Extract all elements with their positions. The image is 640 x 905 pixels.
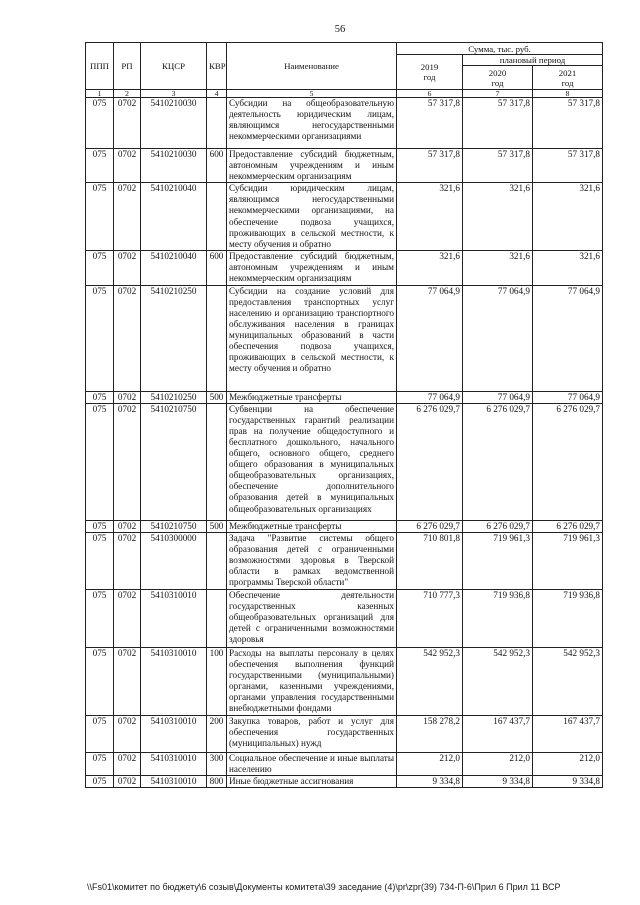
cell-sum-2020: 77 064,9 [463,391,533,403]
table-row [86,183,603,251]
cell-sum-2021: 57 317,8 [533,98,603,149]
cell-name: Субвенции на обеспечение государственных гарантий реализации прав на получение общедоступного и бесплатного дошкольного, начального общего, основного общего, среднего общего образования в муниципальных общеобразовательных организациях, обеспечение дополнительного образования детей в муниципальных общеобразовательных организациях [227,403,397,520]
cell-sum-2019: 212,0 [397,752,463,775]
cell-sum-2020: 719 936,8 [463,589,533,647]
cell-kvr: 100 [207,647,227,715]
cell-sum-2020: 6 276 029,7 [463,403,533,520]
cell-kcsr: 5410210030 [141,149,207,183]
cell-sum-2021: 167 437,7 [533,715,603,752]
cell-kcsr: 5410210040 [141,183,207,251]
cell-sum-2019: 710 801,8 [397,532,463,589]
cell-kvr: 800 [207,775,227,787]
cell-ppp: 075 [86,183,114,251]
cell-name: Субсидии юридическим лицам, являющимся негосударственными некоммерческими организациями, на обеспечение подвоза учащихся, проживающих в сельской местности, к месту обучения и обратно [227,183,397,251]
column-number-row [86,90,603,98]
cell-ppp: 075 [86,251,114,285]
cell-rp: 0702 [114,183,141,251]
cell-ppp: 075 [86,149,114,183]
cell-ppp: 075 [86,285,114,391]
cell-sum-2021: 321,6 [533,251,603,285]
cell-ppp: 075 [86,589,114,647]
cell-rp: 0702 [114,520,141,532]
cell-sum-2021: 6 276 029,7 [533,403,603,520]
cell-sum-2021: 321,6 [533,183,603,251]
cell-sum-2019: 542 952,3 [397,647,463,715]
cell-rp: 0702 [114,752,141,775]
cell-sum-2019: 77 064,9 [397,285,463,391]
cell-rp: 0702 [114,532,141,589]
cell-ppp: 075 [86,403,114,520]
header-planned-period: плановый период [463,55,603,66]
header-year-2020: 2020 год [463,66,533,90]
cell-kvr [207,532,227,589]
table-row [86,403,603,520]
header-kcsr: КЦСР [141,43,207,90]
cell-kcsr: 5410310010 [141,589,207,647]
cell-sum-2019: 710 777,3 [397,589,463,647]
cell-sum-2021: 77 064,9 [533,391,603,403]
cell-sum-2020: 9 334,8 [463,775,533,787]
cell-ppp: 075 [86,775,114,787]
cell-name: Обеспечение деятельности государственных казенных общеобразовательных организаций для детей с ограниченными возможностями здоровья [227,589,397,647]
cell-kcsr: 5410210250 [141,285,207,391]
table-row [86,532,603,589]
cell-sum-2020: 321,6 [463,251,533,285]
page-number: 56 [334,24,346,35]
cell-kcsr: 5410210750 [141,520,207,532]
table-body [86,98,603,788]
cell-sum-2019: 321,6 [397,251,463,285]
cell-kvr: 600 [207,251,227,285]
column-number: 3 [141,90,207,98]
cell-name: Субсидии на общеобразовательную деятельность юридическим лицам, являющимся негосударственными некоммерческими организациями [227,98,397,149]
cell-kvr: 600 [207,149,227,183]
header-year-2021: 2021 год [533,66,603,90]
cell-kcsr: 5410310010 [141,647,207,715]
footer-file-path: \\Fs01\комитет по бюджету\6 созыв\Документы комитета\39 заседание (4)\pr\zpr(39) 734-П-6\Прил 6 Прил 11 ВСР [87,882,561,892]
cell-sum-2020: 542 952,3 [463,647,533,715]
table-row [86,285,603,391]
cell-kvr [207,285,227,391]
cell-ppp: 075 [86,752,114,775]
cell-sum-2020: 57 317,8 [463,98,533,149]
column-number: 2 [114,90,141,98]
table-row [86,752,603,775]
cell-ppp: 075 [86,532,114,589]
column-number: 6 [397,90,463,98]
table-row [86,520,603,532]
cell-ppp: 075 [86,647,114,715]
table-row [86,391,603,403]
cell-name: Иные бюджетные ассигнования [227,775,397,787]
cell-sum-2021: 212,0 [533,752,603,775]
cell-name: Субсидии на создание условий для предоставления транспортных услуг населению и организацию транспортного обслуживания населения в границах муниципальных образований в части обеспечения подвоза учащихся, проживающих в сельской местности, к месту обучения и обратно [227,285,397,391]
cell-name: Предоставление субсидий бюджетным, автономным учреждениям и иным некоммерческим организациям [227,149,397,183]
table-row [86,149,603,183]
cell-sum-2021: 719 961,3 [533,532,603,589]
cell-sum-2020: 167 437,7 [463,715,533,752]
cell-kcsr: 5410310010 [141,752,207,775]
cell-kcsr: 5410210040 [141,251,207,285]
cell-rp: 0702 [114,775,141,787]
cell-sum-2021: 77 064,9 [533,285,603,391]
cell-rp: 0702 [114,589,141,647]
table-row [86,775,603,787]
cell-rp: 0702 [114,251,141,285]
cell-kcsr: 5410300000 [141,532,207,589]
cell-kcsr: 5410210750 [141,403,207,520]
cell-rp: 0702 [114,403,141,520]
cell-sum-2019: 321,6 [397,183,463,251]
cell-name: Межбюджетные трансферты [227,391,397,403]
cell-rp: 0702 [114,647,141,715]
cell-sum-2021: 9 334,8 [533,775,603,787]
cell-name: Расходы на выплаты персоналу в целях обеспечения выполнения функций государственными (муниципальными) органами, казенными учреждениями, органами управления государственными внебюджетными фондами [227,647,397,715]
table-row [86,251,603,285]
cell-name: Задача "Развитие системы общего образования детей с ограниченными возможностями здоровья в Тверской области в рамках ведомственной программы Тверской области" [227,532,397,589]
table-row [86,715,603,752]
table-header [86,43,603,98]
cell-name: Закупка товаров, работ и услуг для обеспечения государственных (муниципальных) нужд [227,715,397,752]
cell-sum-2020: 321,6 [463,183,533,251]
cell-ppp: 075 [86,391,114,403]
cell-ppp: 075 [86,715,114,752]
cell-sum-2021: 6 276 029,7 [533,520,603,532]
cell-kvr: 500 [207,391,227,403]
cell-kvr: 300 [207,752,227,775]
cell-rp: 0702 [114,98,141,149]
cell-kvr: 200 [207,715,227,752]
cell-kvr [207,98,227,149]
cell-ppp: 075 [86,98,114,149]
table-row [86,589,603,647]
cell-name: Предоставление субсидий бюджетным, автономным учреждениям и иным некоммерческим организациям [227,251,397,285]
cell-sum-2019: 158 278,2 [397,715,463,752]
cell-kvr: 500 [207,520,227,532]
header-name: Наименование [227,43,397,90]
cell-sum-2019: 57 317,8 [397,149,463,183]
cell-sum-2019: 9 334,8 [397,775,463,787]
cell-sum-2020: 212,0 [463,752,533,775]
column-number: 5 [227,90,397,98]
cell-kcsr: 5410210030 [141,98,207,149]
table-row [86,647,603,715]
cell-rp: 0702 [114,285,141,391]
cell-sum-2019: 57 317,8 [397,98,463,149]
cell-kcsr: 5410310010 [141,775,207,787]
cell-sum-2019: 6 276 029,7 [397,403,463,520]
column-number: 8 [533,90,603,98]
table-row [86,98,603,149]
cell-kcsr: 5410310010 [141,715,207,752]
header-year-2019: 2019 год [397,55,463,90]
cell-ppp: 075 [86,520,114,532]
cell-sum-2021: 542 952,3 [533,647,603,715]
cell-sum-2020: 77 064,9 [463,285,533,391]
budget-table [85,42,603,788]
cell-rp: 0702 [114,391,141,403]
header-ppp: ППП [86,43,114,90]
cell-rp: 0702 [114,715,141,752]
cell-rp: 0702 [114,149,141,183]
header-kvr: КВР [207,43,227,90]
header-sum: Сумма, тыс. руб. [397,43,603,55]
column-number: 7 [463,90,533,98]
cell-sum-2019: 77 064,9 [397,391,463,403]
header-rp: РП [114,43,141,90]
cell-sum-2019: 6 276 029,7 [397,520,463,532]
cell-sum-2021: 57 317,8 [533,149,603,183]
cell-kvr [207,403,227,520]
cell-kvr [207,589,227,647]
column-number: 1 [86,90,114,98]
cell-name: Социальное обеспечение и иные выплаты населению [227,752,397,775]
cell-kvr [207,183,227,251]
cell-sum-2021: 719 936,8 [533,589,603,647]
cell-sum-2020: 57 317,8 [463,149,533,183]
cell-kcsr: 5410210250 [141,391,207,403]
cell-name: Межбюджетные трансферты [227,520,397,532]
cell-sum-2020: 719 961,3 [463,532,533,589]
column-number: 4 [207,90,227,98]
cell-sum-2020: 6 276 029,7 [463,520,533,532]
